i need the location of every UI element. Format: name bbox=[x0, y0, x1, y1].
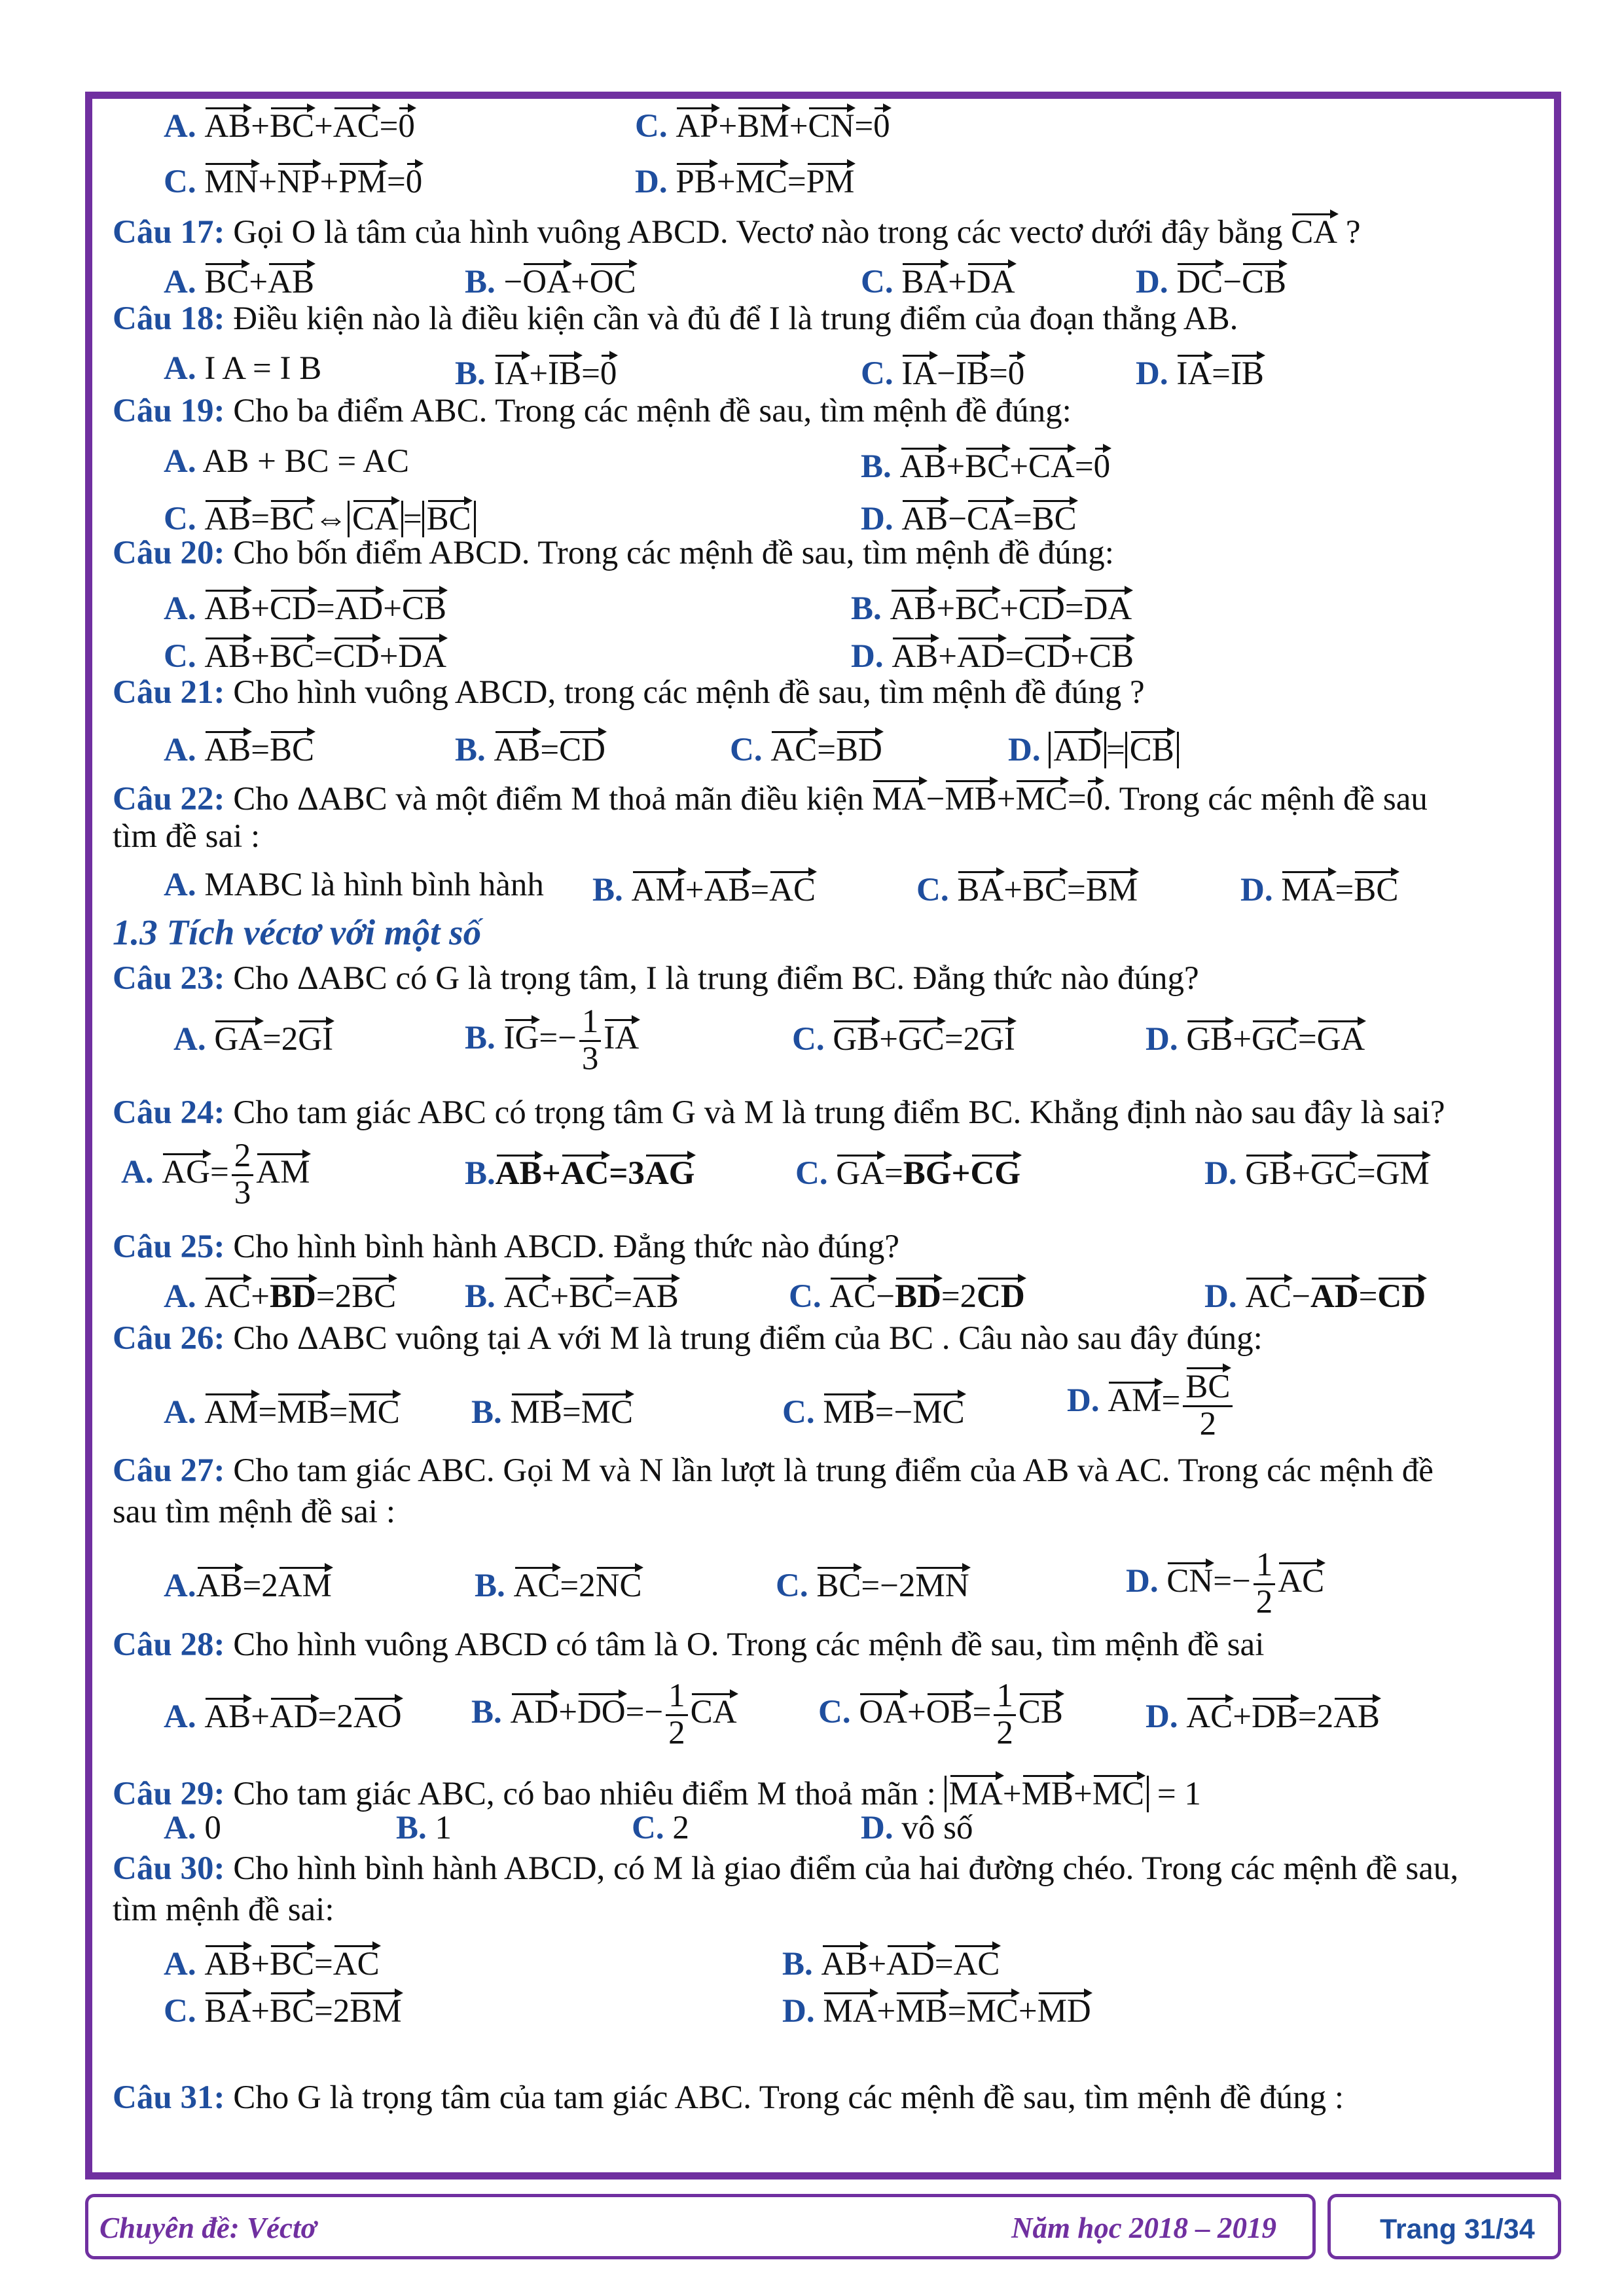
q24-choice-b: B.AB+AC=3AG bbox=[465, 1152, 695, 1191]
q30-choice-d: D. MA+MB=MC+MD bbox=[782, 1990, 1091, 2028]
question-26: Câu 26: Cho ΔABC vuông tại A với M là trung điểm của BC . Câu nào sau đây đúng: bbox=[113, 1320, 1263, 1357]
prev-question-choice-c1: C. AP+BM+CN=0 bbox=[635, 105, 890, 143]
q28-choice-d: D. AC+DB=2AB bbox=[1146, 1695, 1380, 1734]
q29-choice-c: C. 2 bbox=[632, 1810, 689, 1846]
q23-choice-d: D. GB+GC=GA bbox=[1146, 1018, 1365, 1056]
question-22-line2: tìm đề sai : bbox=[113, 818, 261, 855]
q26-choice-c: C. MB=−MC bbox=[782, 1391, 965, 1429]
question-25: Câu 25: Cho hình bình hành ABCD. Đẳng thức nào đúng? bbox=[113, 1229, 899, 1265]
question-22: Câu 22: Cho ΔABC và một điểm M thoả mãn điều kiện MA−MB+MC=0. Trong các mệnh đề sau bbox=[113, 778, 1428, 816]
q29-choice-d: D. vô số bbox=[861, 1810, 973, 1846]
q25-choice-a: A. AC+BD=2BC bbox=[164, 1275, 396, 1314]
q20-choice-d: D. AB+AD=CD+CB bbox=[851, 635, 1134, 673]
question-21: Câu 21: Cho hình vuông ABCD, trong các mệnh đề sau, tìm mệnh đề đúng ? bbox=[113, 674, 1145, 711]
q25-choice-b: B. AC+BC=AB bbox=[465, 1275, 679, 1314]
q26-choice-b: B. MB=MC bbox=[471, 1391, 633, 1429]
q23-choice-a: A. GA=2GI bbox=[173, 1018, 333, 1056]
q17-choice-d: D. DC−CB bbox=[1136, 260, 1286, 299]
question-19: Câu 19: Cho ba điểm ABC. Trong các mệnh đề sau, tìm mệnh đề đúng: bbox=[113, 393, 1072, 429]
q22-choice-a: A. MABC là hình bình hành bbox=[164, 867, 544, 903]
question-31: Câu 31: Cho G là trọng tâm của tam giác ABC. Trong các mệnh đề sau, tìm mệnh đề đúng : bbox=[113, 2079, 1344, 2116]
q21-choice-d: D. AD = CB bbox=[1008, 728, 1179, 767]
q20-choice-c: C. AB+BC=CD+DA bbox=[164, 635, 446, 673]
q23-choice-b: B. IG=− $\frac{1}{3}$ IA bbox=[465, 1003, 640, 1077]
q22-choice-d: D. MA=BC bbox=[1240, 869, 1398, 907]
question-18: Câu 18: Điều kiện nào là điều kiện cần và đủ để I là trung điểm của đoạn thẳng AB. bbox=[113, 300, 1238, 337]
q29-choice-a: A. 0 bbox=[164, 1810, 221, 1846]
q19-choice-c: C. AB=BC⇔ CA = BC bbox=[164, 497, 476, 536]
question-27-line2: sau tìm mệnh đề sai : bbox=[113, 1494, 396, 1530]
q27-choice-b: B. AC=2NC bbox=[475, 1564, 642, 1603]
q25-choice-d: D. AC−AD=CD bbox=[1204, 1275, 1426, 1314]
q23-choice-c: C. GB+GC=2GI bbox=[792, 1018, 1015, 1056]
q22-choice-b: B. AM+AB=AC bbox=[592, 869, 816, 907]
q17-choice-a: A. BC+AB bbox=[164, 260, 314, 299]
q17-choice-c: C. BA+DA bbox=[861, 260, 1015, 299]
question-17: Câu 17: Gọi O là tâm của hình vuông ABCD. Vectơ nào trong các vectơ dưới đây bằng CA ? bbox=[113, 211, 1360, 249]
prev-question-choices-1: A. AB+BC+AC=0 bbox=[164, 105, 415, 143]
question-29: Câu 29: Cho tam giác ABC, có bao nhiêu điểm M thoả mãn : MA+MB+MC = 1 bbox=[113, 1772, 1201, 1811]
question-27: Câu 27: Cho tam giác ABC. Gọi M và N lần lượt là trung điểm của AB và AC. Trong các mệnh đề bbox=[113, 1452, 1434, 1489]
q30-choice-b: B. AB+AD=AC bbox=[782, 1943, 1000, 1981]
section-title: 1.3 Tích véctơ với một số bbox=[113, 912, 482, 952]
q28-choice-c: C. OA+OB= $\frac{1}{2}$ CB bbox=[818, 1677, 1063, 1751]
q21-choice-c: C. AC=BD bbox=[730, 728, 882, 767]
prev-question-choice-c2: C. MN+NP+PM=0 bbox=[164, 160, 422, 199]
q28-choice-a: A. AB+AD=2AO bbox=[164, 1695, 402, 1734]
q22-choice-c: C. BA+BC=BM bbox=[916, 869, 1138, 907]
q30-choice-a: A. AB+BC=AC bbox=[164, 1943, 380, 1981]
q19-choice-d: D. AB−CA=BC bbox=[861, 497, 1077, 536]
q26-choice-a: A. AM=MB=MC bbox=[164, 1391, 400, 1429]
question-24: Câu 24: Cho tam giác ABC có trọng tâm G và M là trung điểm BC. Khẳng định nào sau đây là sai? bbox=[113, 1094, 1445, 1131]
q24-choice-c: C. GA=BG+CG bbox=[795, 1152, 1020, 1191]
q19-choice-a: A. AB + BC = AC bbox=[164, 443, 409, 480]
q30-choice-c: C. BA+BC=2BM bbox=[164, 1990, 402, 2028]
footer-year: Năm học 2018 – 2019 bbox=[1011, 2212, 1276, 2244]
q18-choice-a: A. I A = I B bbox=[164, 350, 322, 387]
q20-choice-a: A. AB+CD=AD+CB bbox=[164, 587, 446, 626]
question-30-line2: tìm mệnh đề sai: bbox=[113, 1892, 334, 1928]
q18-choice-b: B. IA+IB=0 bbox=[455, 352, 617, 391]
q27-choice-d: D. CN=− $\frac{1}{2}$ AC bbox=[1126, 1547, 1325, 1621]
q21-choice-a: A. AB=BC bbox=[164, 728, 314, 767]
footer-page-number: Trang 31/34 bbox=[1380, 2214, 1535, 2245]
q27-choice-a: A.AB=2AM bbox=[164, 1564, 332, 1603]
q25-choice-c: C. AC−BD=2CD bbox=[789, 1275, 1025, 1314]
question-20: Câu 20: Cho bốn điểm ABCD. Trong các mệnh đề sau, tìm mệnh đề đúng: bbox=[113, 535, 1114, 571]
q24-choice-a: A. AG= $\frac{2}{3}$ AM bbox=[121, 1138, 310, 1211]
q18-choice-c: C. IA−IB=0 bbox=[861, 352, 1024, 391]
q26-choice-d: D. AM= $\frac{BC}{2}$ bbox=[1067, 1365, 1235, 1442]
q21-choice-b: B. AB=CD bbox=[455, 728, 605, 767]
q17-choice-b: B. −OA+OC bbox=[465, 260, 636, 299]
question-23: Câu 23: Cho ΔABC có G là trọng tâm, I là trung điểm BC. Đẳng thức nào đúng? bbox=[113, 960, 1199, 997]
q19-choice-b: B. AB+BC+CA=0 bbox=[861, 445, 1110, 484]
q24-choice-d: D. GB+GC=GM bbox=[1204, 1152, 1430, 1191]
q18-choice-d: D. IA=IB bbox=[1136, 352, 1264, 391]
q29-choice-b: B. 1 bbox=[396, 1810, 452, 1846]
question-30: Câu 30: Cho hình bình hành ABCD, có M là giao điểm của hai đường chéo. Trong các mệnh đề sau, bbox=[113, 1850, 1459, 1887]
q27-choice-c: C. BC=−2MN bbox=[776, 1564, 969, 1603]
q20-choice-b: B. AB+BC+CD=DA bbox=[851, 587, 1132, 626]
q28-choice-b: B. AD+DO=− $\frac{1}{2}$ CA bbox=[471, 1677, 737, 1751]
prev-question-choice-d: D. PB+MC=PM bbox=[635, 160, 854, 199]
footer-topic: Chuyên đề: Véctơ bbox=[99, 2212, 317, 2244]
question-28: Câu 28: Cho hình vuông ABCD có tâm là O. Trong các mệnh đề sau, tìm mệnh đề sai bbox=[113, 1626, 1265, 1663]
